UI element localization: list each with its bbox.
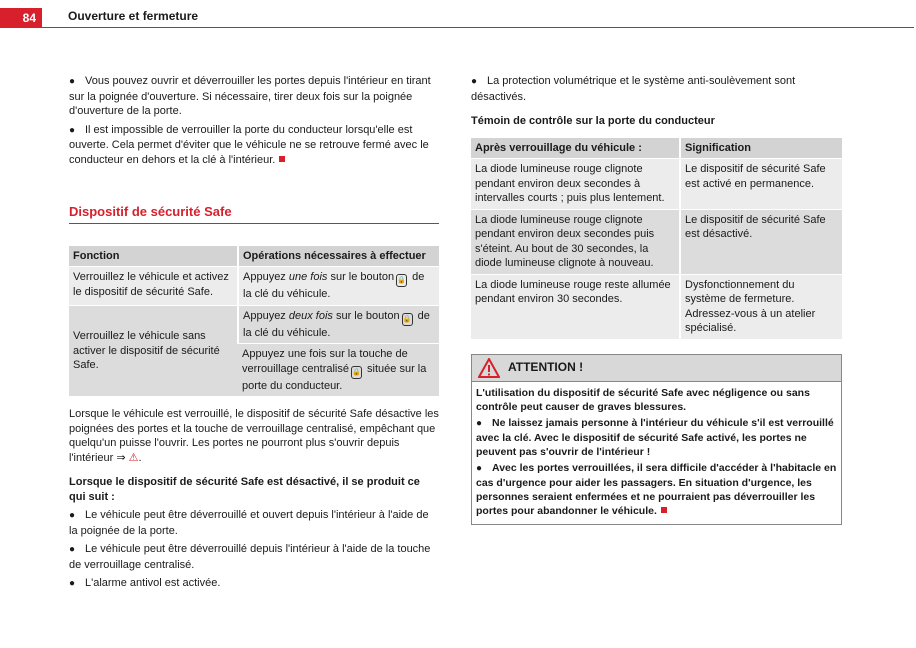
list-item: ● Le véhicule peut être déverrouillé depuis l'intérieur à l'aide de la touche de verrouillage centralisé. [69, 543, 431, 571]
right-column [471, 74, 842, 525]
intro-bullet: ● La protection volumétrique et le système anti-soulèvement sont désactivés. [471, 75, 796, 103]
bullet-icon: ● [471, 76, 478, 87]
page-header [0, 0, 916, 28]
end-of-section-icon [661, 507, 667, 513]
warning-item: ● Ne laissez jamais personne à l'intérieur du véhicule s'il est verrouillé avec la clé. Avec le dispositif de sécurité Safe activé, les portes ne peuvent pas s'ouvrir de l'intérieur ! [476, 416, 834, 458]
table-header-operations: Opérations nécessaires à effectuer [238, 246, 439, 267]
intro-bullet-1: ● Vous pouvez ouvrir et déverrouiller les portes depuis l'intérieur en tirant sur la poignée d'ouverture. Si nécessaire, tirer deux fois sur la poignée d'ouverture de la porte. [69, 75, 431, 117]
table-cell-function: Verrouillez le véhicule et activez le dispositif de sécurité Safe. [69, 267, 238, 306]
table-cell-operation: Appuyez une fois sur la touche de verrouillage centralisé 🔒 située sur la porte du conducteur. [238, 344, 439, 397]
bullet-icon: ● [69, 76, 76, 87]
deactivated-heading: Lorsque le dispositif de sécurité Safe est désactivé, il se produit ce qui suit : [69, 476, 420, 503]
warning-body [472, 382, 841, 524]
bullet-icon: ● [476, 417, 483, 429]
table-row [471, 274, 842, 339]
page-title: Ouverture et fermeture [68, 9, 199, 23]
table-row [69, 267, 439, 306]
list-item: ● L'alarme antivol est activée. [69, 576, 439, 592]
warning-lead: L'utilisation du dispositif de sécurité Safe avec négligence ou sans contrôle peut causer de graves blessures. [476, 386, 810, 413]
table-row [471, 159, 842, 210]
bullet-icon: ● [476, 462, 483, 474]
table-cell: Dysfonctionnement du système de fermeture. Adressez-vous à un atelier spécialisé. [680, 274, 842, 339]
table-cell-operation: Appuyez deux fois sur le bouton 🔒 de la clé du véhicule. [238, 305, 439, 344]
table-cell-operation: Appuyez une fois sur le bouton 🔒 de la clé du véhicule. [238, 267, 439, 306]
lock-button-icon: 🔒 [396, 274, 407, 287]
warning-triangle-icon: ⚠ [128, 451, 139, 464]
table-header-after-locking: Après verrouillage du véhicule : [471, 138, 680, 159]
table-cell: Le dispositif de sécurité Safe est activé en permanence. [680, 159, 842, 210]
table-header-function: Fonction [69, 246, 238, 267]
lock-button-icon: 🔒 [402, 313, 413, 326]
intro-bullet-2: ● Il est impossible de verrouiller la porte du conducteur lorsqu'elle est ouverte. Cela permet d'éviter que le véhicule ne se retrouve fermé avec le conducteur en dehors et la clé à l'intérieur. [69, 123, 429, 166]
central-lock-icon: 🔒 [351, 366, 362, 379]
warning-title: ATTENTION ! [508, 360, 584, 375]
warning-triangle-icon [478, 358, 500, 378]
safe-function-table [69, 246, 439, 398]
safe-description: Lorsque le véhicule est verrouillé, le dispositif de sécurité Safe désactive les poignées des portes et la touche de verrouillage centralisé, empêchant que quelqu'un puisse l'ouvrir. Les portes ne pourront plus s'ouvrir depuis l'intérieur ⇒ ⚠. [69, 408, 439, 464]
bullet-icon: ● [69, 578, 76, 589]
table-cell-function: Verrouillez le véhicule sans activer le dispositif de sécurité Safe. [69, 305, 238, 397]
section-title: Dispositif de sécurité Safe [69, 205, 439, 224]
bullet-icon: ● [69, 510, 76, 521]
table-row [471, 209, 842, 274]
bullet-icon: ● [69, 124, 76, 136]
bullet-icon: ● [69, 544, 76, 555]
warning-box [471, 354, 842, 525]
table-cell: La diode lumineuse rouge clignote pendant environ deux secondes puis s'éteint. Au bout de 30 secondes, la diode lumineuse clignote à nouveau. [471, 209, 680, 274]
page-number: 84 [0, 8, 42, 28]
table-title: Témoin de contrôle sur la porte du conducteur [471, 115, 715, 127]
warning-item: ● Avec les portes verrouillées, il sera difficile d'accéder à l'habitacle en cas d'urgence pour aider les passagers. En situation d'urgence, les personnes seraient enfermées et ne pourraient pas déverrouiller les portes pour abandonner le véhicule. [476, 461, 837, 517]
header-rule [42, 27, 914, 28]
table-cell: La diode lumineuse rouge clignote pendant environ deux secondes à intervalles courts ; puis plus lentement. [471, 159, 680, 210]
end-of-section-icon [279, 156, 285, 162]
warning-header [472, 355, 841, 382]
table-cell: La diode lumineuse rouge reste allumée pendant environ 30 secondes. [471, 274, 680, 339]
table-row [69, 305, 439, 344]
table-cell: Le dispositif de sécurité Safe est désactivé. [680, 209, 842, 274]
indicator-table [471, 138, 842, 340]
list-item: ● Le véhicule peut être déverrouillé et ouvert depuis l'intérieur à l'aide de la poignée de la porte. [69, 509, 429, 537]
table-header-meaning: Signification [680, 138, 842, 159]
left-column [69, 74, 439, 592]
